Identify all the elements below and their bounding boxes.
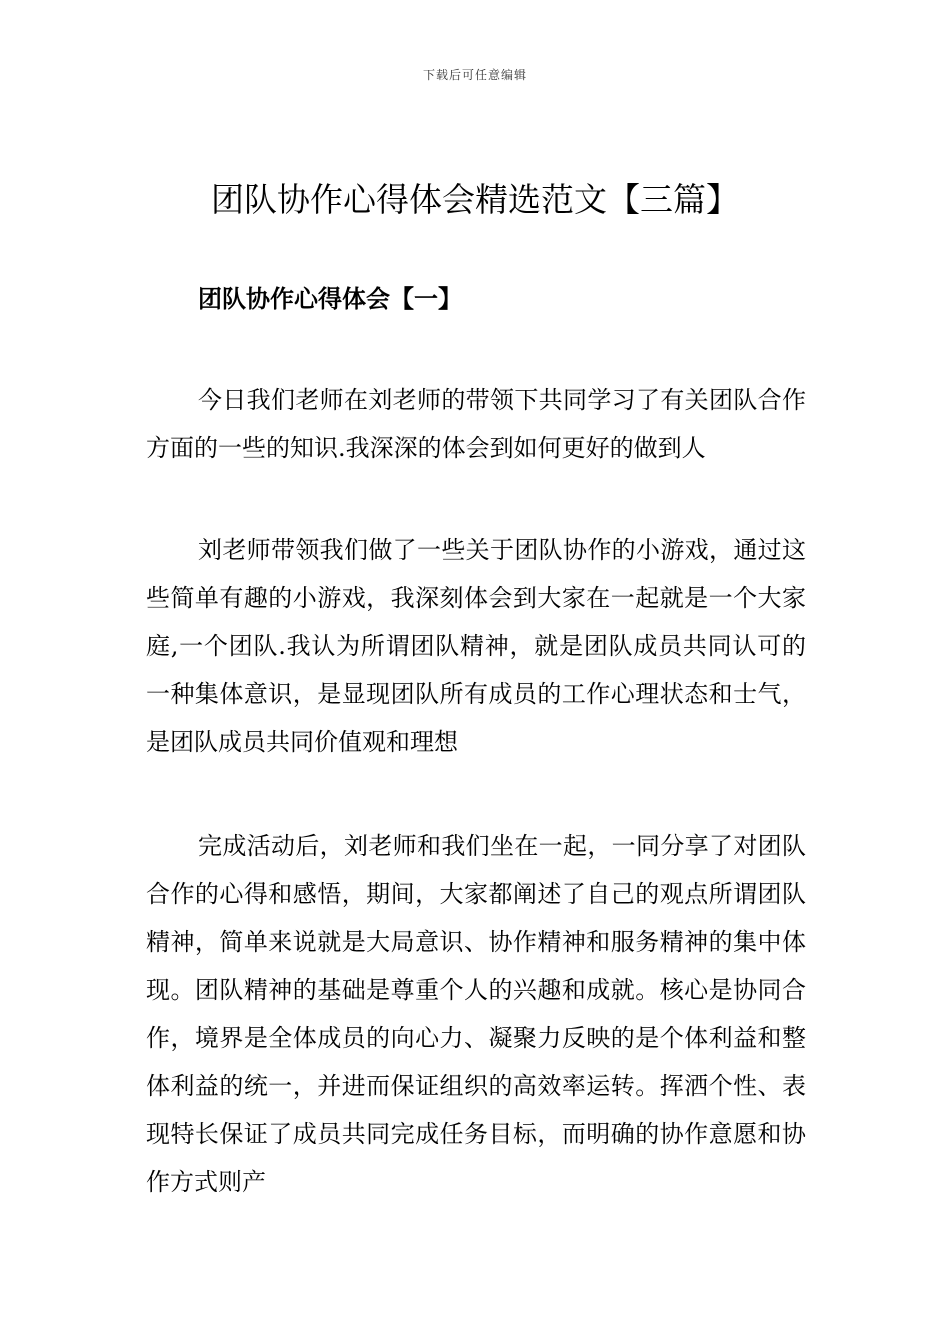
header-note: 下载后可任意编辑 xyxy=(422,68,527,82)
body-paragraph: 完成活动后，刘老师和我们坐在一起，一同分享了对团队合作的心得和感悟，期间，大家都阐述了自己的观点所谓团队精神，简单来说就是大局意识、协作精神和服务精神的集中体现。团队精神的基础是尊重个人的兴趣和成就。核心是协同合作，境界是全体成员的向心力、凝聚力反映的是个体利益和整体利益的统一，并进而保证组织的高效率运转。挥洒个性、表现特长保证了成员共同完成任务目标，而明确的协作意愿和协作方式则产 xyxy=(146,832,806,1196)
page-title: 团队协作心得体会精选范文【三篇】 xyxy=(211,180,739,219)
body-paragraph: 刘老师带领我们做了一些关于团队协作的小游戏，通过这些简单有趣的小游戏，我深刻体会到大家在一起就是一个大家庭,一个团队.我认为所谓团队精神，就是团队成员共同认可的一种集体意识，是显现团队所有成员的工作心理状态和士气，是团队成员共同价值观和理想 xyxy=(146,536,806,756)
body-paragraph: 今日我们老师在刘老师的带领下共同学习了有关团队合作方面的一些的知识.我深深的体会到如何更好的做到人 xyxy=(146,386,806,462)
section-heading: 团队协作心得体会【一】 xyxy=(198,284,462,313)
